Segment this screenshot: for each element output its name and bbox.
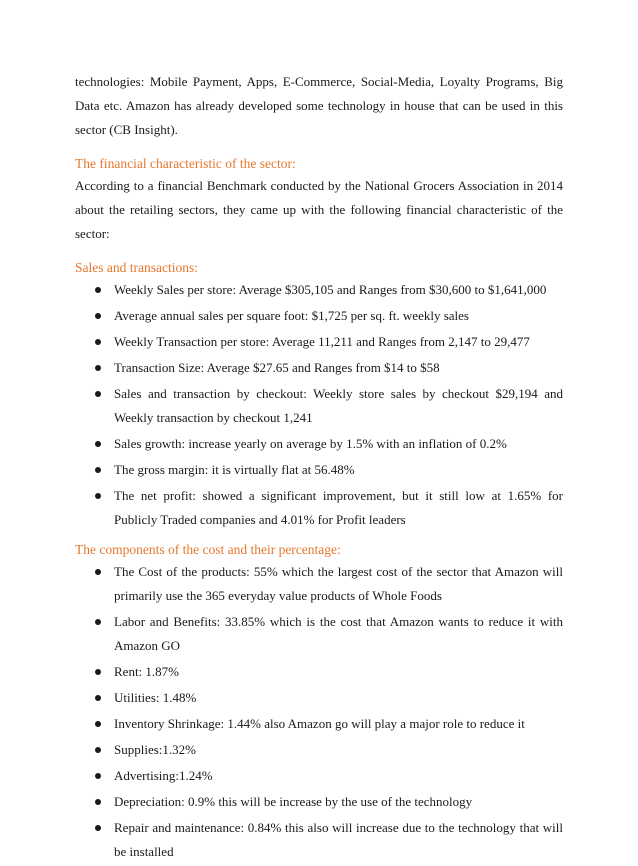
sales-list <box>75 278 563 532</box>
financial-paragraph: According to a financial Benchmark conducted by the National Grocers Association in 2014 about the retailing sectors, they came up with the following financial characteristic of the sector: <box>75 178 563 241</box>
list-item: Sales and transaction by checkout: Weekly store sales by checkout $29,194 and Weekly transaction by checkout 1,241 <box>75 382 563 430</box>
intro-paragraph: technologies: Mobile Payment, Apps, E-Commerce, Social-Media, Loyalty Programs, Big Data etc. Amazon has already developed some technology in house that can be used in this sector (CB Insight). <box>75 74 563 137</box>
list-item: Advertising:1.24% <box>75 764 563 788</box>
list-item: Repair and maintenance: 0.84% this also will increase due to the technology that will be installed <box>75 816 563 864</box>
sales-heading: Sales and transactions: <box>75 260 198 275</box>
list-item: Supplies:1.32% <box>75 738 563 762</box>
list-item: Depreciation: 0.9% this will be increase by the use of the technology <box>75 790 563 814</box>
page-content <box>75 70 563 866</box>
list-item: Inventory Shrinkage: 1.44% also Amazon go will play a major role to reduce it <box>75 712 563 736</box>
list-item: The net profit: showed a significant improvement, but it still low at 1.65% for Publicly Traded companies and 4.01% for Profit leaders <box>75 484 563 532</box>
costs-heading: The components of the cost and their percentage: <box>75 542 341 557</box>
list-item: The Cost of the products: 55% which the largest cost of the sector that Amazon will primarily use the 365 everyday value products of Whole Foods <box>75 560 563 608</box>
costs-list <box>75 560 563 864</box>
financial-heading: The financial characteristic of the sector: <box>75 156 296 171</box>
list-item: Weekly Sales per store: Average $305,105 and Ranges from $30,600 to $1,641,000 <box>75 278 563 302</box>
list-item: Transaction Size: Average $27.65 and Ranges from $14 to $58 <box>75 356 563 380</box>
list-item: Sales growth: increase yearly on average by 1.5% with an inflation of 0.2% <box>75 432 563 456</box>
list-item: The gross margin: it is virtually flat at 56.48% <box>75 458 563 482</box>
list-item: Rent: 1.87% <box>75 660 563 684</box>
list-item: Utilities: 1.48% <box>75 686 563 710</box>
list-item: Weekly Transaction per store: Average 11,211 and Ranges from 2,147 to 29,477 <box>75 330 563 354</box>
list-item: Labor and Benefits: 33.85% which is the cost that Amazon wants to reduce it with Amazon GO <box>75 610 563 658</box>
list-item: Average annual sales per square foot: $1,725 per sq. ft. weekly sales <box>75 304 563 328</box>
